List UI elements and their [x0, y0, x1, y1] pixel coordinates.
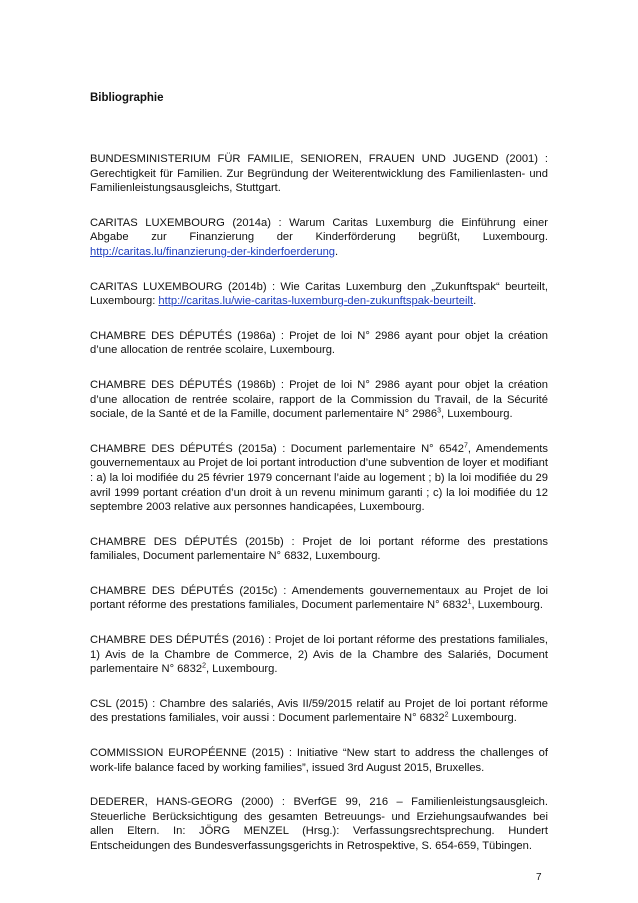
bibliography-entry: [90, 329, 548, 358]
bibliography-entry: [90, 584, 548, 613]
bibliography-entry: [90, 633, 548, 677]
bibliography-entry: [90, 746, 548, 775]
bibliography-entry: [90, 697, 548, 726]
entry-text-tail: Luxembourg.: [448, 712, 517, 725]
entry-text-tail: .: [473, 295, 477, 308]
entry-text: DEDERER, HANS-GEORG (2000) : BVerfGE 99, 216 – Familienleistungsausgleich. Steuerliche Berücksichtigung des gesamten Betreuungs- und Erziehungsaufwandes bei allen Eltern. In: JÖRG MENZEL (Hrsg.): Verfassungsrechtsprechung. Hundert Entscheidungen des Bundesverfassungsgerichts in Retrospektive, S. 654-659, Tübingen.: [90, 796, 548, 852]
bibliography-list: [90, 152, 548, 874]
bibliography-entry: [90, 280, 548, 309]
entry-text: CARITAS LUXEMBOURG (2014b) : Wie Caritas Luxemburg den „Zukunftspak“ beurteilt, Luxembourg:: [90, 280, 548, 308]
entry-text-tail: , Luxembourg.: [441, 408, 513, 421]
entry-text: CHAMBRE DES DÉPUTÉS (2016) : Projet de loi portant réforme des prestations familiales, 1) Avis de la Chambre de Commerce, 2) Avis de la Chambre des Salariés, Document parlementaire N° 6832: [90, 634, 548, 676]
page-number: 7: [536, 872, 542, 883]
entry-text: CHAMBRE DES DÉPUTÉS (1986a) : Projet de loi N° 2986 ayant pour objet la création d’une allocation de rentrée scolaire, Luxembourg.: [90, 329, 548, 357]
bibliography-entry: [90, 378, 548, 422]
entry-text: CSL (2015) : Chambre des salariés, Avis II/59/2015 relatif au Projet de loi portant réforme des prestations familiales, voir aussi : Document parlementaire N° 6832: [90, 697, 548, 725]
footnote-marker: 1: [467, 598, 472, 606]
footnote-marker: 3: [437, 407, 442, 415]
bibliography-entry: [90, 535, 548, 564]
page-title: Bibliographie: [90, 92, 164, 104]
bibliography-entry: [90, 795, 548, 853]
entry-text-tail: , Luxembourg.: [471, 599, 544, 612]
entry-text-tail: , Luxembourg.: [205, 663, 278, 676]
entry-text: COMMISSION EUROPÉENNE (2015) : Initiative “New start to address the challenges of work-life balance faced by working families”, issued 3rd August 2015, Bruxelles.: [90, 747, 548, 774]
bibliography-entry: [90, 216, 548, 260]
entry-text: CHAMBRE DES DÉPUTÉS (2015b) : Projet de loi portant réforme des prestations familiales, Document parlementaire N° 6832, Luxembourg.: [90, 535, 548, 563]
footnote-marker: 2: [444, 711, 449, 719]
entry-link[interactable]: http://caritas.lu/finanzierung-der-kinderfoerderung: [90, 245, 336, 258]
entry-text: BUNDESMINISTERIUM FÜR FAMILIE, SENIOREN, FRAUEN UND JUGEND (2001) : Gerechtigkeit für Familien. Zur Begründung der Weiterentwicklung des Familienlasten- und Familienleistungsausgleichs, Stuttgart.: [90, 153, 548, 195]
footnote-marker: 7: [464, 441, 468, 449]
bibliography-entry: [90, 442, 548, 515]
entry-text: CHAMBRE DES DÉPUTÉS (2015a) : Document parlementaire N° 6542: [90, 442, 465, 455]
entry-text: CHAMBRE DES DÉPUTÉS (1986b) : Projet de loi N° 2986 ayant pour objet la création d’une allocation de rentrée scolaire, rapport de la Commission du Travail, de la Sécurité sociale, de la Santé et de la Famille, document parlementaire N° 2986: [90, 378, 548, 421]
bibliography-entry: [90, 152, 548, 196]
entry-link[interactable]: http://caritas.lu/wie-caritas-luxemburg-den-zukunftspak-beurteilt: [158, 295, 474, 308]
footnote-marker: 2: [202, 662, 206, 670]
entry-text-tail: , Amendements gouvernementaux au Projet de loi portant introduction d’une subvention de loyer et modifiant : a) la loi modifiée du 25 février 1979 concernant l’aide au logement ; b) la loi modifiée du 29 avril 1999 portant création d’un droit à un revenu minimum garanti ; c) la loi modifiée du 12 septembre 2003 relative aux personnes handicapées, Luxembourg.: [90, 442, 549, 514]
entry-text-tail: .: [335, 245, 339, 258]
entry-text: CARITAS LUXEMBOURG (2014a) : Warum Caritas Luxemburg die Einführung einer Abgabe zur Finanzierung der Kinderförderung begrüßt, Luxembourg.: [90, 216, 548, 244]
entry-text: CHAMBRE DES DÉPUTÉS (2015c) : Amendements gouvernementaux au Projet de loi portant réforme des prestations familiales, Document parlementaire N° 6832: [90, 584, 548, 612]
